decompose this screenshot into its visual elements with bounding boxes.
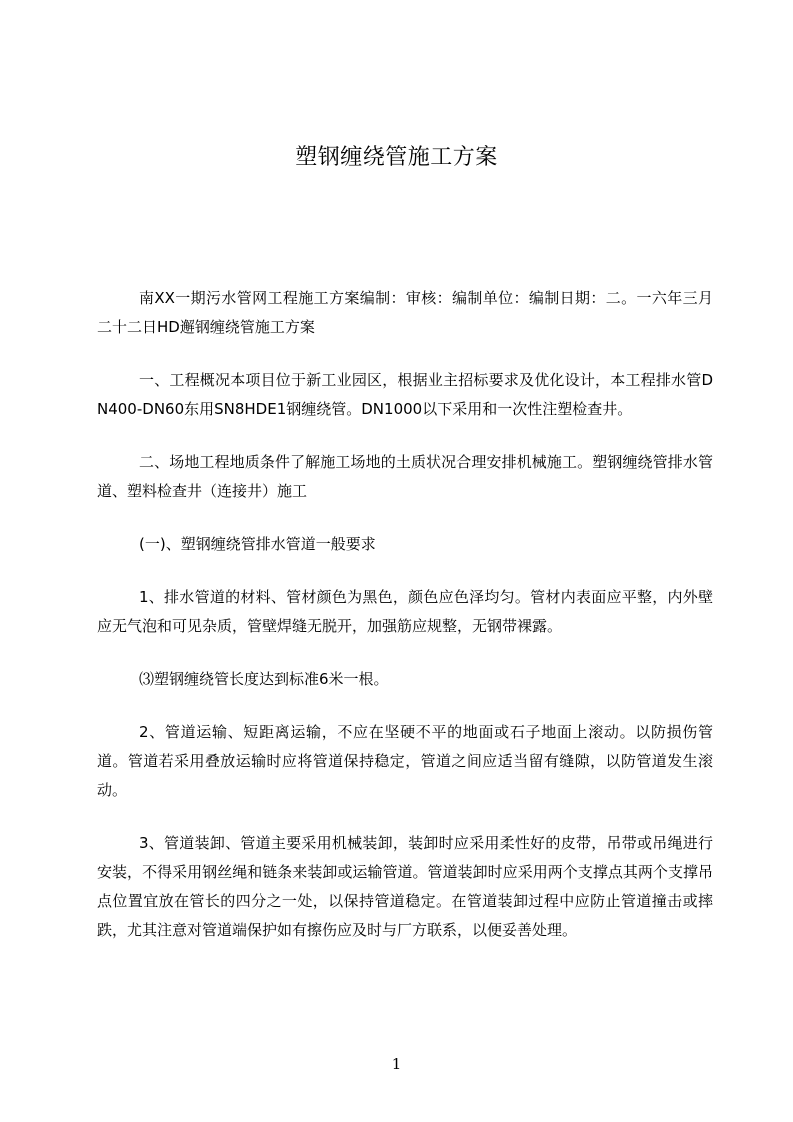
paragraph-section-heading: (一)、塑钢缠绕管排水管道一般要求 [139, 535, 376, 553]
paragraph-loading-unloading: 3、管道装卸、管道主要采用机械装卸，装卸时应采用柔性好的皮带，吊带或吊绳进行安装，不得采用钢丝绳和链条来装卸或运输管道。管道装卸时应采用两个支撑点其两个支撑吊点位置宜放在管长的四分之一处，以保持管道稳定。在管道装卸过程中应防止管道撞击或摔跌，尤其注意对管道端保护如有擦伤应及时与厂方联系，以便妥善处理。 [97, 834, 713, 939]
paragraph-transport: 2、管道运输、短距离运输，不应在坚硬不平的地面或石子地面上滚动。以防损伤管道。管道若采用叠放运输时应将管道保持稳定，管道之间应适当留有缝隙，以防管道发生滚动。 [97, 723, 713, 799]
paragraph-project-overview: 一、工程概况本项目位于新工业园区，根据业主招标要求及优化设计，本工程排水管DN400-DN60东用SN8HDE1钢缠绕管。DN1000以下采用和一次性注塑检查井。 [97, 371, 713, 418]
document-body [97, 284, 713, 945]
paragraph-header-info: 南XX一期污水管网工程施工方案编制：审核：编制单位：编制日期：二。一六年三月二十二日HD邂钢缠绕管施工方案 [97, 289, 713, 336]
document-title: 塑钢缠绕管施工方案 [295, 145, 498, 170]
page-number: 1 [391, 1055, 402, 1073]
paragraph-site-geology: 二、场地工程地质条件了解施工场地的土质状况合理安排机械施工。塑钢缠绕管排水管道、塑料检查井（连接井）施工 [97, 453, 713, 500]
paragraph-material-requirements: 1、排水管道的材料、管材颜色为黑色，颜色应色泽均匀。管材内表面应平整，内外壁应无气泡和可见杂质，管壁焊缝无脱开，加强筋应规整，无钢带裸露。 [97, 588, 713, 635]
paragraph-pipe-length: ⑶塑钢缠绕管长度达到标准6米一根。 [139, 670, 389, 688]
